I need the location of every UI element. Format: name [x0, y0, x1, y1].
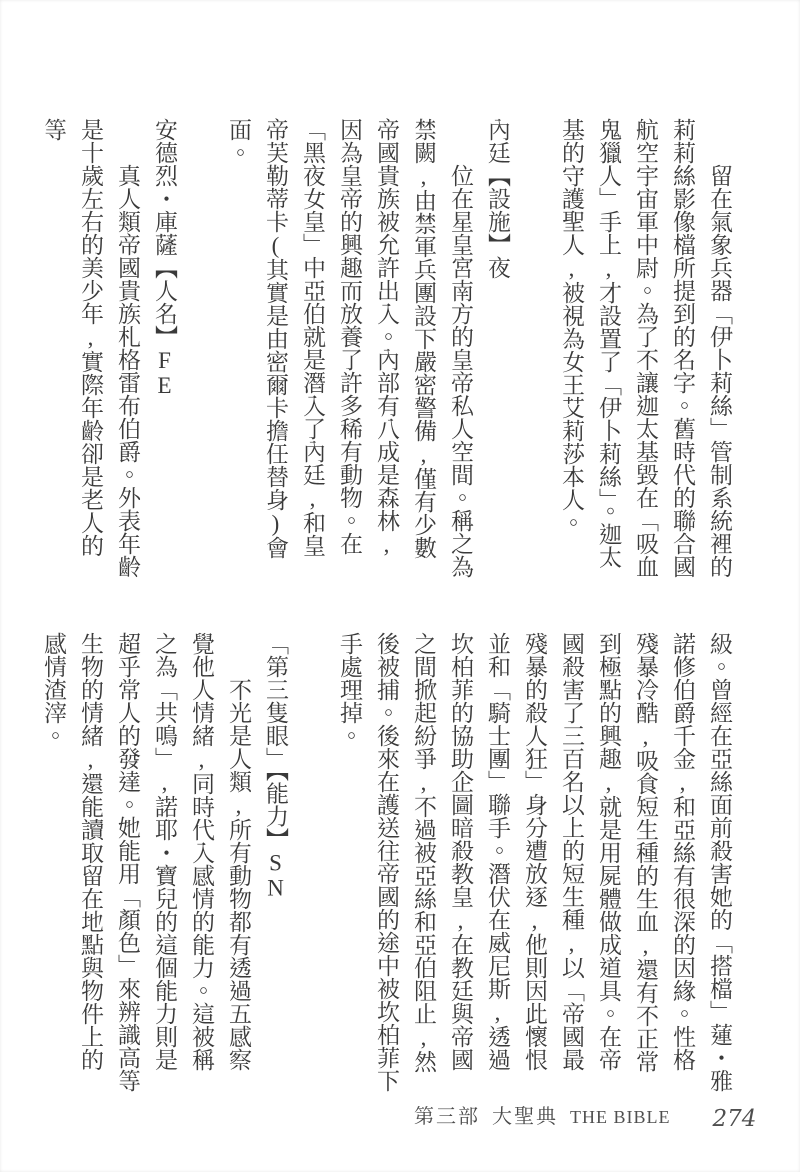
entry-header: 「第三隻眼」【能力】SN [263, 632, 288, 901]
page-number: 274 [712, 1106, 757, 1132]
entry-header: 安德烈・庫薩【人名】FE [152, 118, 177, 398]
entry-inner-court [220, 118, 516, 578]
page-footer [414, 1100, 757, 1132]
entry-paragraph: 留在氣象兵器「伊卜莉絲」管制系統裡的莉莉絲影像檔所提到的名字。舊時代的聯合國航空宇宙軍中尉。為了不讓迦太基毀在「吸血鬼獵人」手上,才設置了「伊卜莉絲」。迦太基的守護聖人,被視為女王艾莉莎本人。 [559, 118, 732, 578]
entry-paragraph: 真人類帝國貴族札格雷布伯爵。外表年齡是十歲左右的美少年,實際年齡卻是老人的等 [41, 118, 140, 578]
footer-part-label: 第三部 [414, 1106, 480, 1128]
entry-third-eye [35, 632, 294, 1092]
entry-paragraph: 不光是人類,所有動物都有透過五感察覺他人情緒,同時代入感情的能力。這被稱之為「共鳴」,諾耶・寶兒的這個能力則是超乎常人的發達。她能用「顏色」來辨識高等生物的情緒,還能讀取留在地點與物件上的感情渣滓。 [41, 632, 251, 1092]
entry-paragraph: 位在星皇宮南方的皇帝私人空間。稱之為禁闕,由禁軍兵團設下嚴密警備,僅有少數帝國貴族被允許出入。內部有八成是森林,因為皇帝的興趣而放養了許多稀有動物。在「黑夜女皇」中亞伯就是潛入了內廷,和皇帝芙勒蒂卡(其實是由密爾卡擔任替身)會面。 [226, 118, 473, 578]
entry-header: 內廷【設施】夜 [485, 118, 510, 279]
footer-book-title: 大聖典 [492, 1106, 558, 1128]
entry-paragraph: 級。曾經在亞絲面前殺害她的「搭檔」蓮・雅諾修伯爵千金,和亞絲有很深的因緣。性格殘暴冷酷,吸食短生種的生血,還有不正常到極點的興趣,就是用屍體做成道具。在帝國殺害了三百名以上的短生種,以「帝國最殘暴的殺人狂」身分遭放逐,他則因此懷恨並和「騎士團」聯手。潛伏在威尼斯,透過坎柏菲的協助企圖暗殺教皇,在教廷與帝國之間掀起紛爭,不過被亞絲和亞伯阻止,然後被捕。後來在護送往帝國的途中被坎柏菲下手處理掉。 [337, 632, 732, 1092]
footer-book-title-english: THE BIBLE [570, 1107, 671, 1127]
text-band-top [35, 118, 738, 578]
entry-iblis-continuation [553, 118, 738, 578]
text-band-bottom [35, 632, 738, 1092]
entry-andrei-kusar-continuation [331, 632, 738, 1092]
entry-andrei-kusar [35, 118, 183, 578]
